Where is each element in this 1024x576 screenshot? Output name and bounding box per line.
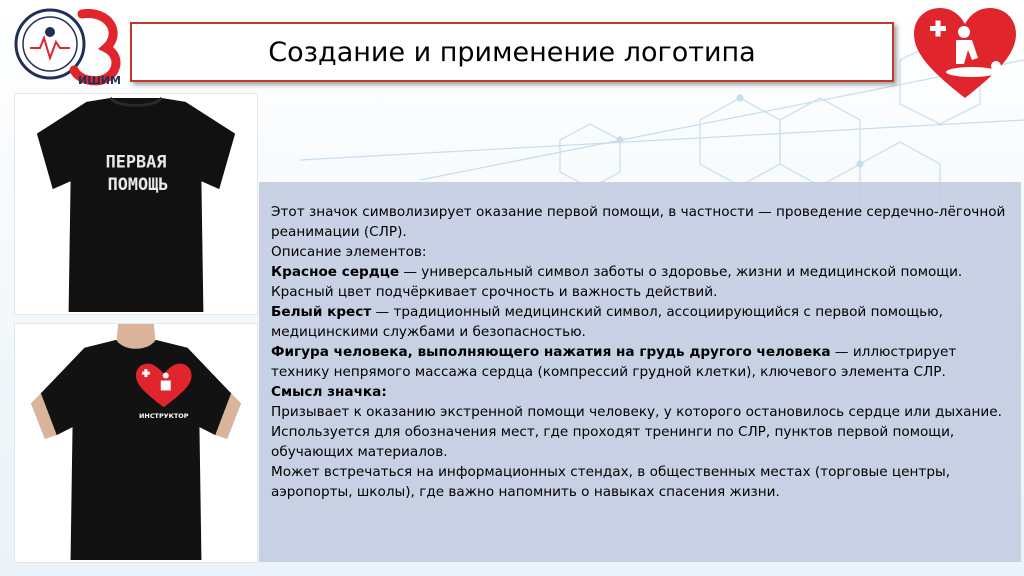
meaning-item-2: Используется для обозначения мест, где проходят тренинги по СЛР, пунктов первой помощи, обучающих материалов. [271, 424, 955, 460]
heart-description [271, 262, 1011, 302]
badge-text: ИНСТРУКТОР [139, 412, 189, 421]
page-title: Создание и применение логотипа [268, 36, 756, 68]
tshirt-back-photo [14, 93, 258, 315]
cross-description [271, 302, 1011, 342]
heart-label: Красное сердце [271, 264, 400, 280]
elements-heading: Описание элементов: [271, 244, 427, 260]
tshirt-back-image [15, 94, 257, 314]
figure-label: Фигура человека, выполняющего нажатия на грудь другого человека [271, 344, 831, 360]
organization-logo [10, 4, 130, 92]
intro-paragraph: Этот значок символизирует оказание первой помощи, в частности — проведение сердечно-лёгочной реанимации (СЛР). [271, 204, 1006, 240]
figure-text: — иллюстрирует технику непрямого массажа сердца (компрессий грудной клетки), ключевого элемента СЛР. [271, 344, 957, 380]
title-box [130, 22, 894, 82]
figure-description [271, 342, 1011, 382]
cross-label: Белый крест [271, 304, 372, 320]
cpr-logo [912, 6, 1018, 102]
tshirt-print-line1: ПЕРВАЯ [105, 151, 167, 172]
tshirt-front-image [15, 324, 257, 562]
meaning-heading: Смысл значка: [271, 384, 387, 400]
description-panel [259, 182, 1021, 562]
cpr-heart-icon [912, 6, 1018, 102]
meaning-item-1: Призывает к оказанию экстренной помощи человеку, у которого остановилось сердце или дыхание. [271, 404, 1002, 420]
heart-text: — универсальный символ заботы о здоровье, жизни и медицинской помощи. Красный цвет подчёркивает срочность и важность действий. [271, 264, 963, 300]
cross-text: — традиционный медицинский символ, ассоциирующийся с первой помощью, медицинскими службами и безопасностью. [271, 304, 943, 340]
tshirt-front-photo [14, 323, 258, 563]
tshirt-print-line2: ПОМОЩЬ [107, 174, 169, 195]
meaning-item-3: Может встречаться на информационных стендах, в общественных местах (торговые центры, аэропорты, школы), где важно напомнить о навыках спасения жизни. [271, 464, 951, 500]
org-logo-text: ИШИМ [78, 74, 121, 87]
